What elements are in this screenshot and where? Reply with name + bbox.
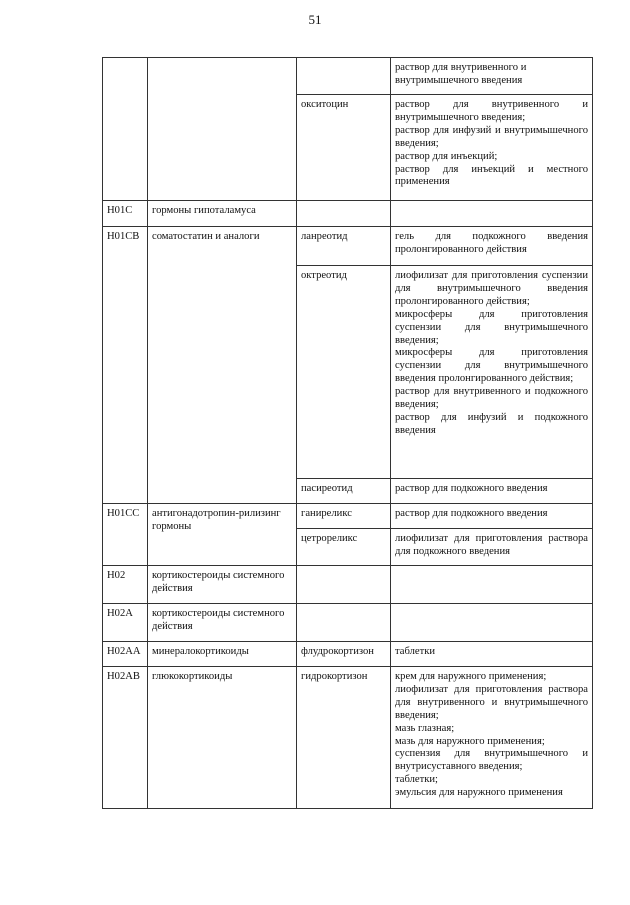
dosage-forms — [391, 201, 593, 227]
dosage-form: крем для наружного применения; — [395, 671, 547, 682]
dosage-form: раствор для внутривенного и подкожного введения; — [395, 386, 588, 411]
dosage-form: таблетки — [395, 646, 436, 657]
dosage-forms — [391, 642, 593, 667]
dosage-form: раствор для инфузий и подкожного введения — [395, 411, 588, 436]
dosage-form: эмульсия для наружного применения — [395, 787, 563, 799]
dosage-forms — [391, 504, 593, 529]
dosage-form: мазь для наружного применения; — [395, 735, 545, 747]
table-row — [103, 667, 593, 809]
table-row — [103, 642, 593, 667]
drug-name: октреотид — [297, 266, 391, 479]
drug-name — [297, 58, 391, 95]
dosage-form: раствор для инъекций; — [395, 150, 498, 162]
drug-name: пасиреотид — [297, 479, 391, 504]
atc-code: H02AB — [103, 667, 148, 809]
dosage-form: микросферы для приготовления суспензии для внутримышечного введения пролонгированного действия; — [395, 347, 588, 385]
dosage-forms — [391, 667, 593, 809]
atc-code: H02AA — [103, 642, 148, 667]
atc-code — [103, 58, 148, 201]
page-number: 51 — [308, 12, 322, 27]
dosage-forms — [391, 58, 593, 95]
dosage-forms — [391, 479, 593, 504]
group-name: соматостатин и аналоги — [148, 227, 297, 504]
group-name: кортикостероиды системного действия — [148, 566, 297, 604]
atc-code: H02A — [103, 604, 148, 642]
dosage-forms — [391, 95, 593, 201]
drug-name: ланреотид — [297, 227, 391, 266]
drug-table — [102, 57, 593, 809]
table-row — [103, 504, 593, 529]
group-name: глюкокортикоиды — [148, 667, 297, 809]
group-name: кортикостероиды системного действия — [148, 604, 297, 642]
atc-code: H01CB — [103, 227, 148, 504]
dosage-form: гель для подкожного введения пролонгированного действия — [395, 231, 588, 255]
group-name: гормоны гипоталамуса — [148, 201, 297, 227]
group-name: антигонадотропин-рилизинг гормоны — [148, 504, 297, 566]
dosage-form: лиофилизат для приготовления раствора для внутривенного и внутримышечного введения; — [395, 683, 588, 721]
drug-name: гидрокортизон — [297, 667, 391, 809]
dosage-form: мазь глазная; — [395, 722, 455, 734]
dosage-form: лиофилизат для приготовления раствора для подкожного введения — [395, 533, 588, 557]
table-row — [103, 566, 593, 604]
dosage-forms — [391, 266, 593, 479]
drug-name: флудрокортизон — [297, 642, 391, 667]
dosage-form: микросферы для приготовления суспензии для внутримышечного введения; — [395, 308, 588, 346]
dosage-form: раствор для инфузий и внутримышечного введения; — [395, 124, 588, 149]
dosage-form: суспензия для внутримышечного и внутрисуставного введения; — [395, 748, 588, 773]
table-row — [103, 604, 593, 642]
atc-code: H01C — [103, 201, 148, 227]
dosage-form: лиофилизат для приготовления суспензии для внутримышечного введения пролонгированного действия; — [395, 270, 588, 307]
table-row — [103, 201, 593, 227]
dosage-form: раствор для внутривенного и внутримышечного введения — [395, 62, 527, 86]
drug-name: ганиреликс — [297, 504, 391, 529]
drug-name — [297, 566, 391, 604]
atc-code: H01CC — [103, 504, 148, 566]
dosage-forms — [391, 227, 593, 266]
group-name — [148, 58, 297, 201]
group-name: минералокортикоиды — [148, 642, 297, 667]
table-row — [103, 58, 593, 95]
dosage-form: таблетки; — [395, 774, 438, 786]
drug-name — [297, 604, 391, 642]
atc-code: H02 — [103, 566, 148, 604]
drug-name — [297, 201, 391, 227]
dosage-forms — [391, 529, 593, 566]
dosage-form: раствор для подкожного введения — [395, 508, 548, 519]
dosage-forms — [391, 566, 593, 604]
drug-name: окситоцин — [297, 95, 391, 201]
table-row — [103, 227, 593, 266]
drug-name: цетрореликс — [297, 529, 391, 566]
dosage-form: раствор для подкожного введения — [395, 483, 548, 494]
dosage-forms — [391, 604, 593, 642]
dosage-form: раствор для внутривенного и внутримышечного введения; — [395, 99, 588, 123]
dosage-form: раствор для инъекций и местного применения — [395, 163, 588, 188]
